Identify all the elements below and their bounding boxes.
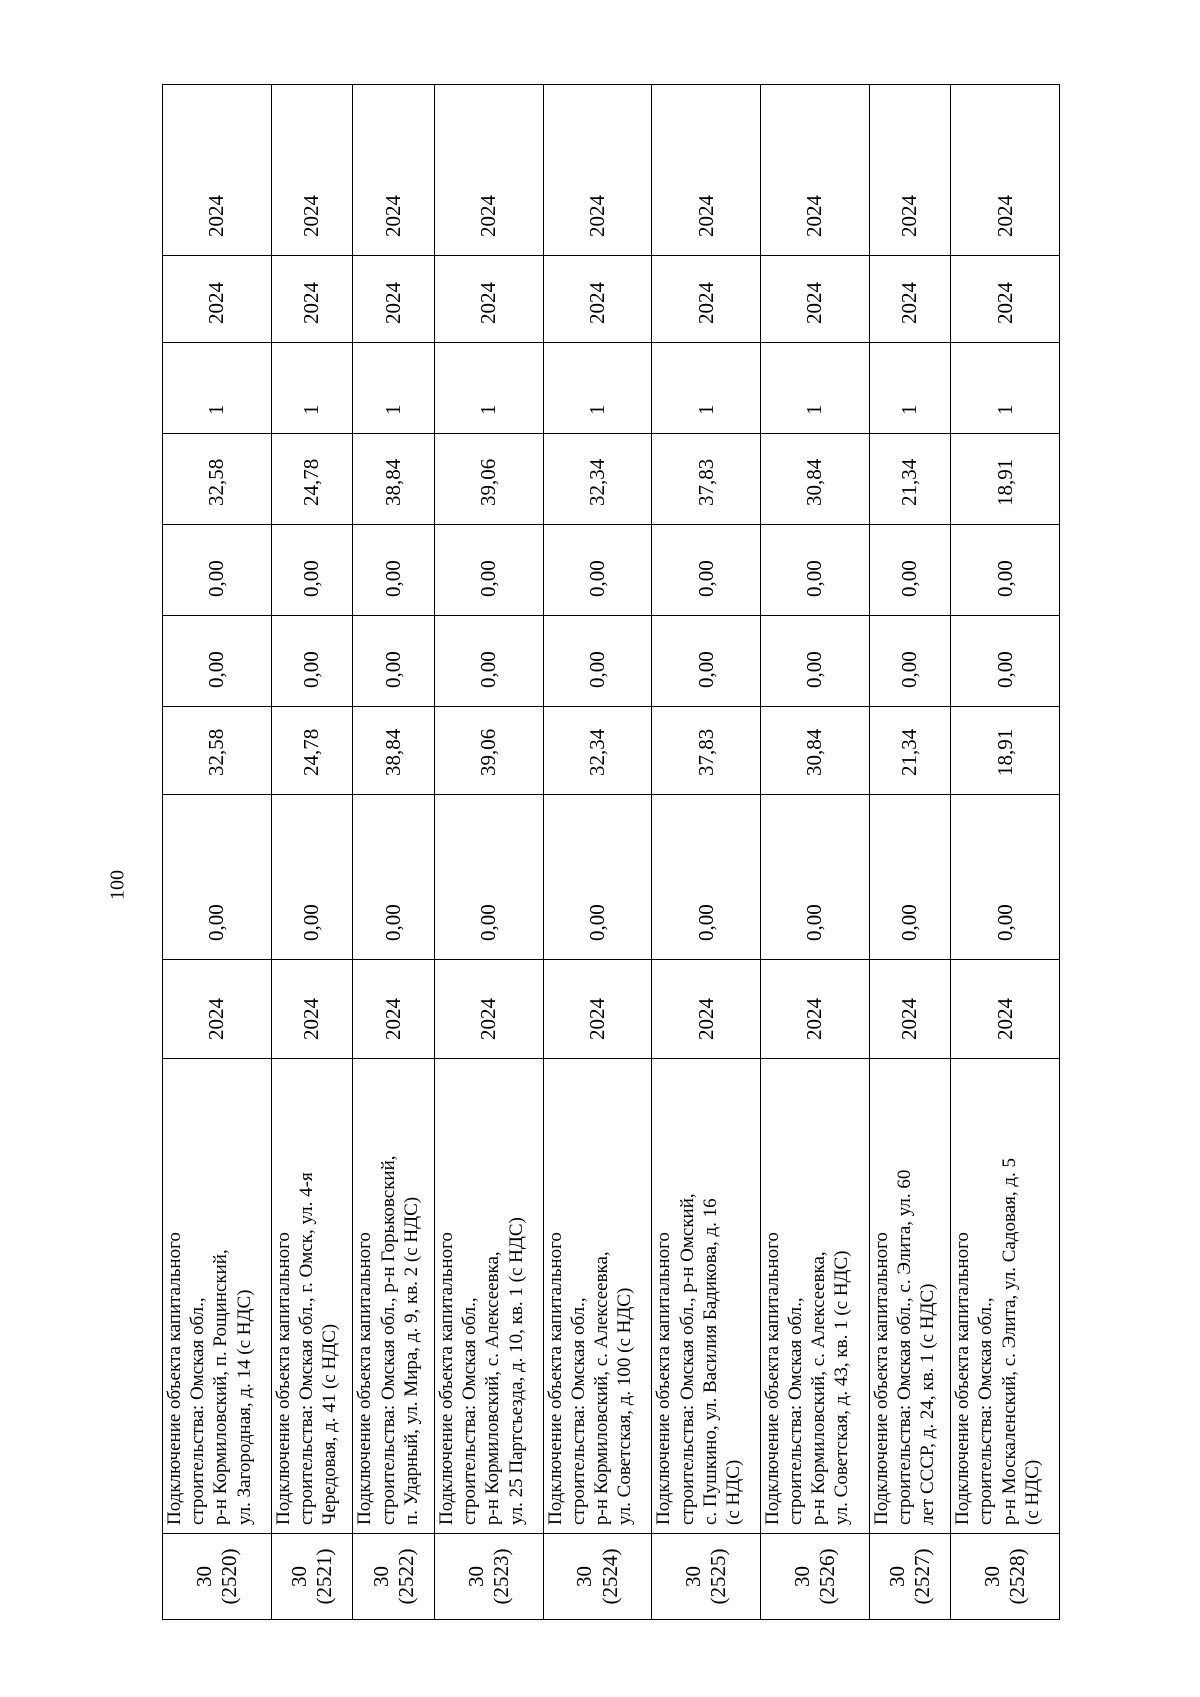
- year-cell: 2024: [869, 256, 951, 343]
- value-cell: 0,00: [435, 616, 544, 707]
- value-cell: 0,00: [271, 795, 353, 960]
- description-cell: [271, 1059, 353, 1534]
- year-cell: 2024: [353, 960, 435, 1059]
- value-cell: 21,34: [869, 707, 951, 795]
- description-line: р-н Кормиловский, п. Рощинский,: [210, 1249, 232, 1525]
- value-cell: 0,00: [869, 525, 951, 616]
- value-cell: 39,06: [435, 707, 544, 795]
- description-line: строительства: Омская обл.,: [785, 1297, 807, 1525]
- year-cell: 2024: [760, 256, 869, 343]
- description-line: Чередовая, д. 41 (с НДС): [318, 1323, 340, 1525]
- row-code: (2521): [311, 1548, 336, 1605]
- description-line: Подключение объекта капитального: [272, 1232, 294, 1525]
- value-cell: 30,84: [760, 707, 869, 795]
- year-cell: 2024: [163, 960, 272, 1059]
- value-cell: 0,00: [163, 616, 272, 707]
- description-cell: [353, 1059, 435, 1534]
- row-number: 30: [884, 1566, 909, 1587]
- row-number-cell: [163, 1534, 272, 1620]
- description-line: строительства: Омская обл., р-н Горьковский,: [377, 1155, 399, 1525]
- description-line: п. Ударный, ул. Мира, д. 9, кв. 2 (с НДС): [400, 1196, 422, 1525]
- table-row: [271, 85, 353, 1620]
- year-cell: 2024: [543, 960, 652, 1059]
- row-code: (2520): [216, 1548, 241, 1605]
- row-number: 30: [191, 1566, 216, 1587]
- count-cell: 1: [869, 343, 951, 434]
- description-line: Подключение объекта капитального: [653, 1232, 675, 1525]
- year-cell: 2024: [435, 256, 544, 343]
- table-row: [435, 85, 544, 1620]
- row-number: 30: [979, 1566, 1004, 1587]
- year-cell: 2024: [163, 256, 272, 343]
- value-cell: 39,06: [435, 434, 544, 525]
- value-cell: 0,00: [163, 795, 272, 960]
- description-line: строительства: Омская обл.,: [567, 1297, 589, 1525]
- row-number-cell: [760, 1534, 869, 1620]
- row-number: 30: [572, 1566, 597, 1587]
- year-cell: 2024: [353, 85, 435, 256]
- value-cell: 0,00: [163, 525, 272, 616]
- description-line: Подключение объекта капитального: [761, 1232, 783, 1525]
- description-cell: [543, 1059, 652, 1534]
- year-cell: 2024: [271, 960, 353, 1059]
- row-code: (2523): [488, 1548, 513, 1605]
- row-number: 30: [789, 1566, 814, 1587]
- table-row: [760, 85, 869, 1620]
- description-line: ул. 25 Партсъезда, д. 10, кв. 1 (с НДС): [505, 1217, 527, 1525]
- row-number-cell: [271, 1534, 353, 1620]
- description-line: р-н Кормиловский, с. Алексеевка,: [482, 1251, 504, 1525]
- value-cell: 37,83: [652, 434, 761, 525]
- value-cell: 32,58: [163, 434, 272, 525]
- value-cell: 0,00: [543, 525, 652, 616]
- year-cell: 2024: [271, 85, 353, 256]
- description-cell: [435, 1059, 544, 1534]
- year-cell: 2024: [951, 85, 1060, 256]
- table-body: [163, 85, 1060, 1620]
- value-cell: 0,00: [353, 616, 435, 707]
- description-cell: [163, 1059, 272, 1534]
- rotated-table-wrapper: [162, 85, 1060, 1620]
- description-line: Подключение объекта капитального: [952, 1232, 974, 1525]
- table-row: [353, 85, 435, 1620]
- description-line: Подключение объекта капитального: [544, 1232, 566, 1525]
- row-code: (2524): [597, 1548, 622, 1605]
- description-line: ул. Загородная, д. 14 (с НДС): [233, 1289, 255, 1525]
- value-cell: 32,58: [163, 707, 272, 795]
- value-cell: 32,34: [543, 707, 652, 795]
- row-number: 30: [680, 1566, 705, 1587]
- description-line: с. Пушкино, ул. Василия Бадикова, д. 16: [699, 1198, 721, 1525]
- row-code: (2526): [814, 1548, 839, 1605]
- year-cell: 2024: [951, 256, 1060, 343]
- description-cell: [869, 1059, 951, 1534]
- row-code: (2525): [706, 1548, 731, 1605]
- count-cell: 1: [271, 343, 353, 434]
- value-cell: 0,00: [869, 616, 951, 707]
- value-cell: 0,00: [652, 616, 761, 707]
- row-code: (2522): [393, 1548, 418, 1605]
- description-cell: [652, 1059, 761, 1534]
- year-cell: 2024: [163, 85, 272, 256]
- row-code: (2528): [1005, 1548, 1030, 1605]
- value-cell: 0,00: [435, 525, 544, 616]
- value-cell: 0,00: [652, 795, 761, 960]
- row-number-cell: [435, 1534, 544, 1620]
- table-row: [163, 85, 272, 1620]
- value-cell: 0,00: [652, 525, 761, 616]
- page-number: 100: [106, 870, 129, 900]
- description-line: строительства: Омская обл., г. Омск, ул. 4-я: [295, 1172, 317, 1525]
- description-line: Подключение объекта капитального: [164, 1232, 185, 1525]
- description-cell: [760, 1059, 869, 1534]
- value-cell: 38,84: [353, 434, 435, 525]
- description-line: ул. Советская, д. 100 (с НДС): [614, 1287, 636, 1525]
- value-cell: 21,34: [869, 434, 951, 525]
- description-cell: [951, 1059, 1060, 1534]
- count-cell: 1: [543, 343, 652, 434]
- description-line: строительства: Омская обл.,: [459, 1297, 481, 1525]
- investment-table: [162, 84, 1060, 1620]
- row-number-cell: [951, 1534, 1060, 1620]
- year-cell: 2024: [652, 256, 761, 343]
- value-cell: 0,00: [543, 795, 652, 960]
- value-cell: 38,84: [353, 707, 435, 795]
- table-row: [652, 85, 761, 1620]
- value-cell: 0,00: [543, 616, 652, 707]
- description-line: р-н Кормиловский, с. Алексеевка,: [808, 1251, 830, 1525]
- value-cell: 18,91: [951, 434, 1060, 525]
- year-cell: 2024: [543, 256, 652, 343]
- value-cell: 0,00: [353, 795, 435, 960]
- row-number-cell: [353, 1534, 435, 1620]
- count-cell: 1: [951, 343, 1060, 434]
- year-cell: 2024: [869, 85, 951, 256]
- description-line: Подключение объекта капитального: [354, 1232, 376, 1525]
- year-cell: 2024: [760, 960, 869, 1059]
- year-cell: 2024: [435, 85, 544, 256]
- count-cell: 1: [760, 343, 869, 434]
- value-cell: 0,00: [760, 616, 869, 707]
- value-cell: 0,00: [760, 795, 869, 960]
- value-cell: 0,00: [951, 525, 1060, 616]
- count-cell: 1: [353, 343, 435, 434]
- value-cell: 30,84: [760, 434, 869, 525]
- description-line: (с НДС): [722, 1459, 744, 1525]
- description-line: строительства: Омская обл., с. Элита, ул. 60: [893, 1169, 915, 1525]
- year-cell: 2024: [353, 256, 435, 343]
- description-line: строительства: Омская обл.,: [975, 1297, 997, 1525]
- row-code: (2527): [909, 1548, 934, 1605]
- year-cell: 2024: [435, 960, 544, 1059]
- description-line: Подключение объекта капитального: [436, 1232, 458, 1525]
- value-cell: 0,00: [353, 525, 435, 616]
- year-cell: 2024: [951, 960, 1060, 1059]
- value-cell: 24,78: [271, 434, 353, 525]
- row-number: 30: [463, 1566, 488, 1587]
- count-cell: 1: [435, 343, 544, 434]
- description-line: лет СССР, д. 24, кв. 1 (с НДС): [916, 1283, 938, 1525]
- description-line: р-н Кормиловский, с. Алексеевка,: [591, 1251, 613, 1525]
- description-line: строительства: Омская обл.,: [187, 1297, 209, 1525]
- value-cell: 32,34: [543, 434, 652, 525]
- description-line: Подключение объекта капитального: [870, 1232, 892, 1525]
- year-cell: 2024: [543, 85, 652, 256]
- year-cell: 2024: [760, 85, 869, 256]
- value-cell: 18,91: [951, 707, 1060, 795]
- description-line: ул. Советская, д. 43, кв. 1 (с НДС): [831, 1250, 853, 1525]
- description-line: (с НДС): [1021, 1459, 1043, 1525]
- year-cell: 2024: [652, 85, 761, 256]
- description-line: строительства: Омская обл., р-н Омский,: [676, 1193, 698, 1525]
- value-cell: 37,83: [652, 707, 761, 795]
- row-number-cell: [869, 1534, 951, 1620]
- value-cell: 0,00: [271, 616, 353, 707]
- year-cell: 2024: [271, 256, 353, 343]
- value-cell: 0,00: [869, 795, 951, 960]
- table-row: [951, 85, 1060, 1620]
- value-cell: 0,00: [951, 795, 1060, 960]
- year-cell: 2024: [869, 960, 951, 1059]
- value-cell: 0,00: [271, 525, 353, 616]
- year-cell: 2024: [652, 960, 761, 1059]
- value-cell: 0,00: [951, 616, 1060, 707]
- count-cell: 1: [652, 343, 761, 434]
- table-row: [869, 85, 951, 1620]
- value-cell: 24,78: [271, 707, 353, 795]
- row-number-cell: [543, 1534, 652, 1620]
- table-row: [543, 85, 652, 1620]
- count-cell: 1: [163, 343, 272, 434]
- row-number: 30: [368, 1566, 393, 1587]
- description-line: р-н Москаленский, с. Элита, ул. Садовая, д. 5: [998, 1157, 1020, 1525]
- row-number-cell: [652, 1534, 761, 1620]
- row-number: 30: [286, 1566, 311, 1587]
- value-cell: 0,00: [760, 525, 869, 616]
- value-cell: 0,00: [435, 795, 544, 960]
